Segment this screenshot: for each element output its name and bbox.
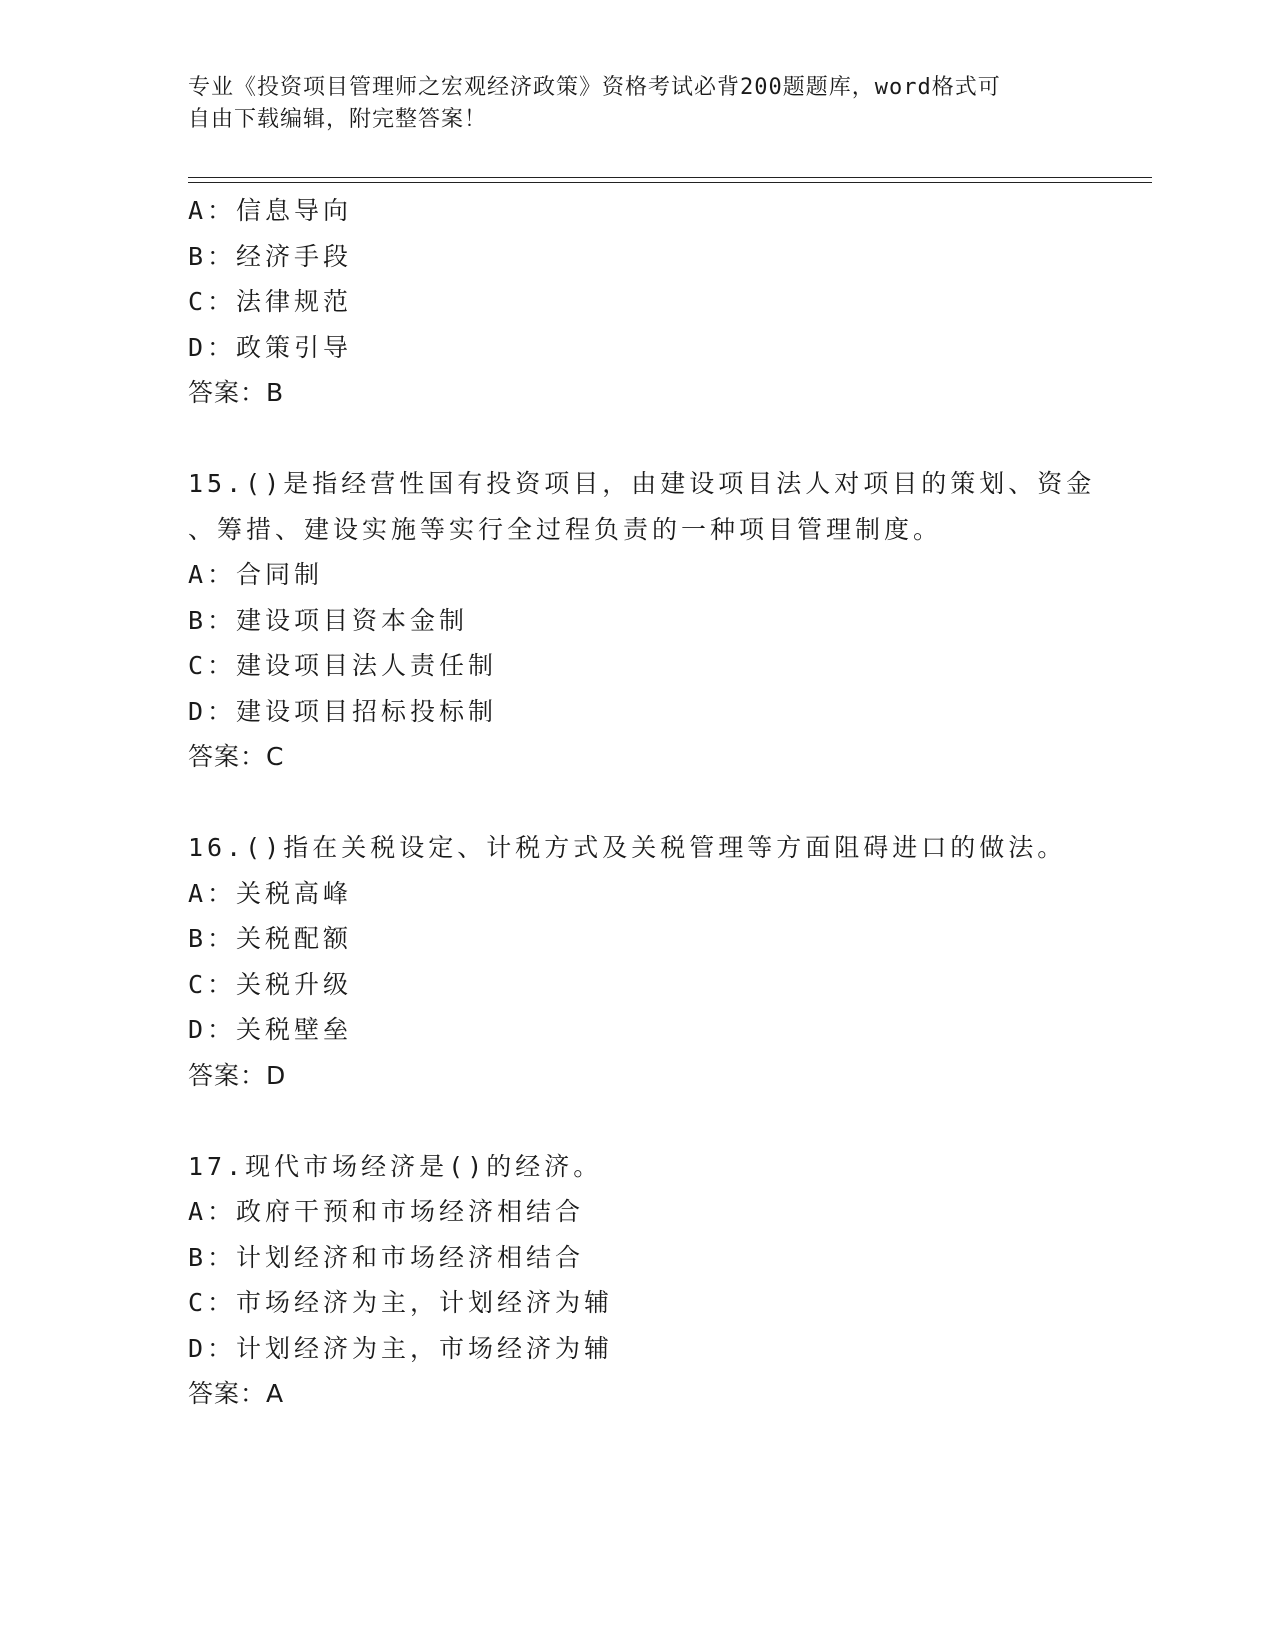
header-line-1: 专业《投资项目管理师之宏观经济政策》资格考试必背200题题库，word格式可	[188, 75, 1001, 100]
question-15	[188, 461, 1128, 780]
answer-line: 答案：B	[188, 378, 285, 407]
option-d: D：建设项目招标投标制	[188, 696, 498, 726]
option-d: D：政策引导	[188, 332, 353, 362]
answer-line: 答案：C	[188, 742, 285, 771]
question-17	[188, 1144, 1128, 1417]
option-c: C：市场经济为主，计划经济为辅	[188, 1288, 614, 1317]
spacer	[188, 416, 1128, 462]
question-stem-continued: 、筹措、建设实施等实行全过程负责的一种项目管理制度。	[188, 514, 943, 544]
question-stem: 16.()指在关税设定、计税方式及关税管理等方面阻碍进口的做法。	[188, 833, 1067, 862]
option-a: A：合同制	[188, 560, 324, 589]
document-header	[188, 72, 1088, 136]
option-c: C：法律规范	[188, 287, 353, 316]
option-d: D：关税壁垒	[188, 1015, 353, 1044]
option-a: A：信息导向	[188, 196, 353, 225]
question-16	[188, 825, 1128, 1098]
option-a: A：关税高峰	[188, 878, 353, 908]
spacer	[188, 780, 1128, 826]
header-divider-top	[188, 177, 1152, 178]
option-b: B：计划经济和市场经济相结合	[188, 1242, 585, 1272]
question-list	[188, 188, 1128, 1417]
header-divider-bottom	[188, 182, 1152, 183]
option-c: C：建设项目法人责任制	[188, 651, 498, 680]
answer-line: 答案：D	[188, 1060, 287, 1090]
option-d: D：计划经济为主，市场经济为辅	[188, 1333, 614, 1363]
option-b: B：建设项目资本金制	[188, 605, 469, 635]
header-line-2: 自由下载编辑，附完整答案！	[188, 107, 488, 132]
spacer	[188, 1098, 1128, 1144]
option-c: C：关税升级	[188, 969, 353, 999]
answer-line: 答案：A	[188, 1379, 285, 1408]
question-stem: 17.现代市场经济是()的经济。	[188, 1151, 603, 1181]
question-14	[188, 188, 1128, 416]
option-b: B：关税配额	[188, 924, 353, 953]
option-b: B：经济手段	[188, 241, 353, 271]
question-stem: 15.()是指经营性国有投资项目，由建设项目法人对项目的策划、资金	[188, 469, 1096, 498]
option-a: A：政府干预和市场经济相结合	[188, 1197, 585, 1226]
